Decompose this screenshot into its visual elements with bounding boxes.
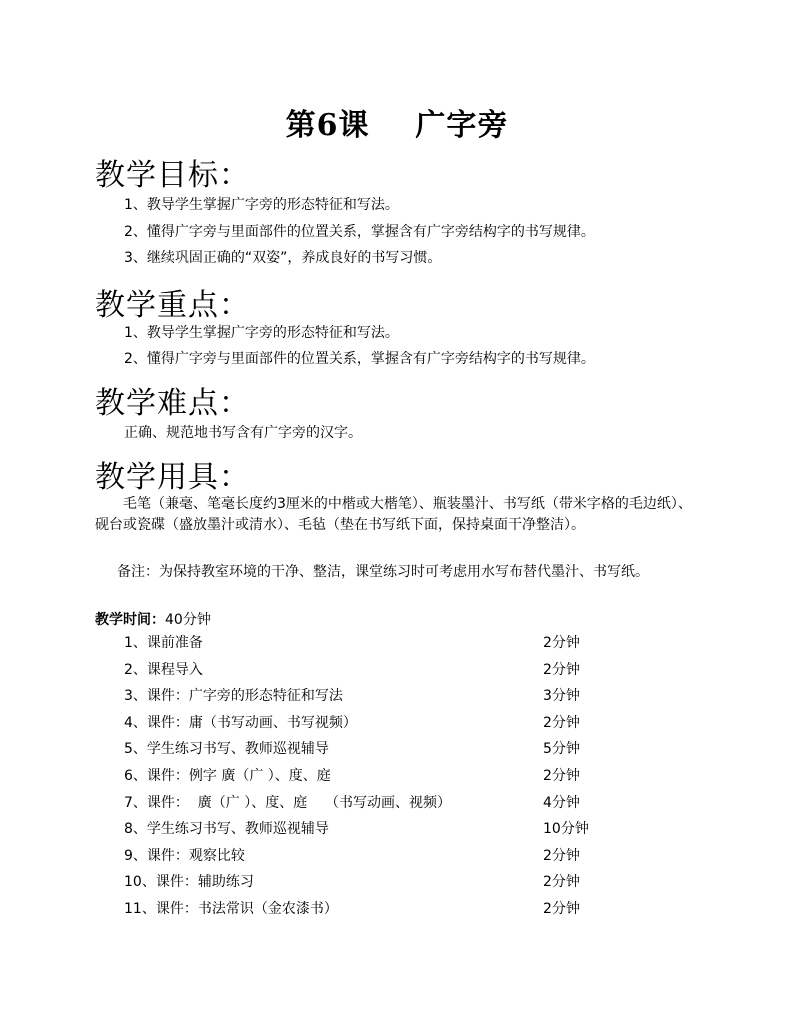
schedule-item-duration: 2分钟 <box>543 847 580 864</box>
schedule-item-duration: 4分钟 <box>543 794 580 811</box>
heading-tools: 教学用具： <box>95 460 250 495</box>
schedule-item-name: 4、课件：庸（书写动画、书写视频） <box>124 714 357 731</box>
difficulty-text: 正确、规范地书写含有广字旁的汉字。 <box>124 425 362 441</box>
schedule-list <box>124 633 624 926</box>
page-title: 第6课 广字旁 <box>285 108 509 143</box>
schedule-item-duration: 2分钟 <box>543 661 580 678</box>
schedule-row <box>124 872 624 899</box>
schedule-item-name: 9、课件：观察比较 <box>124 847 245 864</box>
schedule-item-name: 11、课件：书法常识（金农漆书） <box>124 900 338 917</box>
schedule-item-name: 10、课件：辅助练习 <box>124 874 254 891</box>
key-item-1: 1、教导学生掌握广字旁的形态特征和写法。 <box>124 325 399 341</box>
teaching-time <box>95 609 211 629</box>
schedule-item-name: 8、学生练习书写、教师巡视辅导 <box>124 821 329 838</box>
schedule-item-duration: 10分钟 <box>543 821 589 838</box>
schedule-row <box>124 846 624 873</box>
heading-difficulty: 教学难点： <box>95 386 250 421</box>
schedule-item-name: 5、学生练习书写、教师巡视辅导 <box>124 741 329 758</box>
schedule-item-name: 6、课件：例字 廣（广 ）、度、庭 <box>124 767 331 784</box>
schedule-item-name: 2、课程导入 <box>124 661 203 678</box>
schedule-item-duration: 2分钟 <box>543 900 580 917</box>
key-item-2: 2、懂得广字旁与里面部件的位置关系，掌握含有广字旁结构字的书写规律。 <box>124 351 595 367</box>
schedule-item-duration: 2分钟 <box>543 874 580 891</box>
schedule-item-duration: 2分钟 <box>543 714 580 731</box>
schedule-row <box>124 686 624 713</box>
schedule-item-duration: 2分钟 <box>543 767 580 784</box>
tools-note: 备注：为保持教室环境的干净、整洁，课堂练习时可考虑用水写布替代墨汁、书写纸。 <box>117 564 649 580</box>
teaching-time-value: 40分钟 <box>165 612 211 628</box>
tools-text: 毛笔（兼毫、笔毫长度约3厘米的中楷或大楷笔）、瓶装墨汁、书写纸（带米字格的毛边纸）、砚台或瓷碟（盛放墨汁或清水）、毛毡（垫在书写纸下面，保持桌面干净整洁）。 <box>95 496 692 533</box>
schedule-row <box>124 819 624 846</box>
goal-item-2: 2、懂得广字旁与里面部件的位置关系，掌握含有广字旁结构字的书写规律。 <box>124 224 595 240</box>
teaching-time-label: 教学时间： <box>95 612 165 628</box>
schedule-row <box>124 766 624 793</box>
goal-item-1: 1、教导学生掌握广字旁的形态特征和写法。 <box>124 197 399 213</box>
schedule-row <box>124 713 624 740</box>
schedule-item-duration: 2分钟 <box>543 635 580 651</box>
heading-key-points: 教学重点： <box>95 288 250 323</box>
schedule-item-name: 3、课件：广字旁的形态特征和写法 <box>124 688 343 705</box>
schedule-row <box>124 660 624 687</box>
goal-item-3: 3、继续巩固正确的“双姿”，养成良好的书写习惯。 <box>124 250 442 266</box>
schedule-item-name: 7、课件： 廣（广 ）、度、庭 （书写动画、视频） <box>124 794 452 811</box>
schedule-item-name: 1、课前准备 <box>124 635 203 651</box>
schedule-item-duration: 5分钟 <box>543 741 580 758</box>
schedule-item-duration: 3分钟 <box>543 688 580 705</box>
schedule-row <box>124 793 624 820</box>
heading-goals: 教学目标： <box>95 158 250 193</box>
schedule-row <box>124 899 624 926</box>
schedule-row <box>124 633 624 660</box>
schedule-row <box>124 739 624 766</box>
